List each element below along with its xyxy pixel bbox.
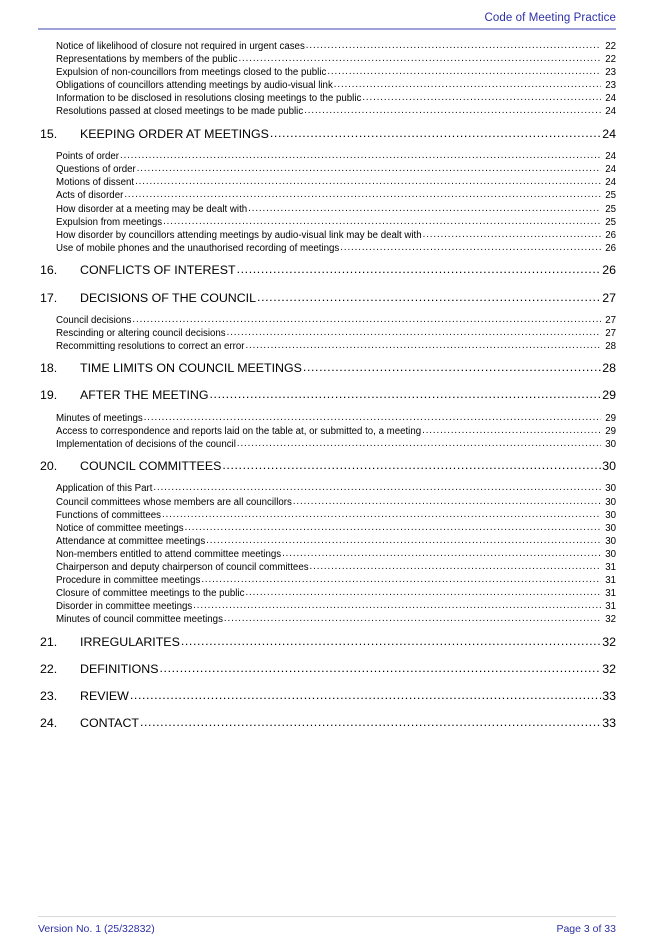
toc-entry-title: TIME LIMITS ON COUNCIL MEETINGS <box>80 361 302 376</box>
toc-entry-heading[interactable] <box>0 712 656 735</box>
toc-entry-title: COUNCIL COMMITTEES <box>80 459 222 474</box>
toc-entry-title: Expulsion from meetings <box>56 216 163 228</box>
dot-leader <box>248 202 601 215</box>
toc-entry-title: Non-members entitled to attend committee meetings <box>56 548 282 560</box>
toc-entry-heading[interactable] <box>0 685 656 708</box>
toc-entry-page-number: 33 <box>602 716 616 731</box>
toc-entry-heading[interactable] <box>0 384 656 407</box>
toc-entry-title: Closure of committee meetings to the public <box>56 588 245 600</box>
toc-entry-page-number: 24 <box>605 106 616 118</box>
toc-entry-page-number: 22 <box>605 54 616 66</box>
toc-entry-title: Access to correspondence and reports laid on the table at, or submitted to, a meeting <box>56 425 422 437</box>
toc-entry-number: 24. <box>40 716 58 731</box>
toc-entry-heading[interactable] <box>0 658 656 681</box>
toc-entry-page-number: 27 <box>605 314 616 326</box>
toc-entry-page-number: 28 <box>605 340 616 352</box>
toc-entry-page-number: 30 <box>605 548 616 560</box>
footer-row <box>38 922 616 936</box>
toc-entry-page-number: 30 <box>605 496 616 508</box>
toc-entry-title: KEEPING ORDER AT MEETINGS <box>80 127 269 142</box>
toc-entry-title: How disorder by councillors attending meetings by audio-visual link may be dealt with <box>56 229 422 241</box>
dot-leader <box>132 313 601 326</box>
toc-entry-title: Motions of dissent <box>56 177 135 189</box>
dot-leader <box>245 586 601 599</box>
toc-entry-title: REVIEW <box>80 689 129 704</box>
toc-entry-number: 23. <box>40 689 58 704</box>
toc-entry-title: Procedure in committee meetings <box>56 575 201 587</box>
toc-entry-title: Information to be disclosed in resolutions closing meetings to the public <box>56 93 362 105</box>
dot-leader <box>282 547 601 560</box>
dot-leader <box>304 104 601 117</box>
toc-entry-page-number: 23 <box>605 80 616 92</box>
dot-leader <box>227 326 601 339</box>
footer-page-label: Page 3 of 33 <box>556 923 616 935</box>
toc-entry-title: Minutes of council committee meetings <box>56 614 223 626</box>
table-of-contents <box>0 40 656 735</box>
toc-entry-page-number: 24 <box>605 177 616 189</box>
dot-leader <box>124 188 601 201</box>
toc-entry-number: 16. <box>40 263 58 278</box>
toc-entry-page-number: 30 <box>605 522 616 534</box>
toc-entry-title: Council decisions <box>56 314 132 326</box>
toc-entry-title: Questions of order <box>56 164 136 176</box>
toc-entry-page-number: 25 <box>605 216 616 228</box>
toc-entry-page-number: 30 <box>605 535 616 547</box>
toc-entry-page-number: 32 <box>605 614 616 626</box>
header-title: Code of Meeting Practice <box>484 12 616 24</box>
toc-entry-subitem[interactable] <box>0 340 656 353</box>
toc-entry-page-number: 31 <box>605 562 616 573</box>
dot-leader <box>130 684 601 707</box>
dot-leader <box>162 508 601 521</box>
toc-entry-page-number: 28 <box>602 361 616 376</box>
toc-entry-number: 21. <box>40 634 58 649</box>
toc-entry-page-number: 29 <box>605 425 616 437</box>
header-divider <box>38 28 616 30</box>
dot-leader <box>245 339 601 352</box>
footer-divider <box>38 916 616 917</box>
toc-entry-title: Attendance at committee meetings <box>56 535 206 547</box>
toc-entry-page-number: 30 <box>602 459 616 474</box>
toc-entry-page-number: 26 <box>602 263 616 278</box>
dot-leader <box>362 91 601 104</box>
dot-leader <box>210 383 601 406</box>
toc-entry-title: Rescinding or altering council decisions <box>56 327 226 339</box>
toc-entry-page-number: 31 <box>605 601 616 613</box>
toc-entry-page-number: 29 <box>605 412 616 424</box>
toc-entry-page-number: 27 <box>602 290 616 305</box>
toc-entry-title: Recommitting resolutions to correct an error <box>56 340 245 352</box>
toc-entry-number: 15. <box>40 127 58 142</box>
toc-entry-title: Representations by members of the public <box>56 54 238 66</box>
dot-leader <box>185 521 601 534</box>
toc-entry-title: CONTACT <box>80 716 139 731</box>
dot-leader <box>293 495 601 508</box>
dot-leader <box>140 711 601 734</box>
toc-entry-heading[interactable] <box>0 631 656 654</box>
dot-leader <box>206 534 601 547</box>
toc-entry-page-number: 22 <box>605 41 616 52</box>
page-footer <box>38 916 616 936</box>
toc-entry-title: DECISIONS OF THE COUNCIL <box>80 290 257 305</box>
toc-entry-title: Functions of committees <box>56 509 161 521</box>
toc-entry-page-number: 33 <box>602 689 616 704</box>
toc-entry-page-number: 27 <box>605 327 616 339</box>
dot-leader <box>135 175 601 188</box>
dot-leader <box>257 286 601 309</box>
toc-entry-title: Expulsion of non-councillors from meetings closed to the public <box>56 67 327 79</box>
dot-leader <box>222 454 601 477</box>
dot-leader <box>120 149 601 162</box>
dot-leader <box>153 481 601 494</box>
toc-entry-title: AFTER THE MEETING <box>80 388 209 403</box>
toc-entry-page-number: 26 <box>605 242 616 254</box>
toc-entry-page-number: 30 <box>605 509 616 521</box>
dot-leader <box>224 612 601 625</box>
toc-entry-number: 20. <box>40 459 58 474</box>
toc-entry-page-number: 24 <box>605 151 616 163</box>
toc-entry-title: Application of this Part <box>56 483 153 495</box>
toc-entry-page-number: 23 <box>605 67 616 79</box>
dot-leader <box>270 122 601 145</box>
toc-entry-title: Implementation of decisions of the council <box>56 438 236 450</box>
toc-entry-page-number: 25 <box>605 190 616 202</box>
toc-entry-page-number: 32 <box>602 634 616 649</box>
toc-entry-page-number: 32 <box>602 662 616 677</box>
toc-entry-heading[interactable] <box>0 259 656 282</box>
dot-leader <box>237 437 601 450</box>
dot-leader <box>327 65 601 78</box>
dot-leader <box>159 657 601 680</box>
toc-entry-subitem[interactable] <box>0 438 656 451</box>
toc-entry-title: Chairperson and deputy chairperson of council committees <box>56 562 309 573</box>
dot-leader <box>423 228 601 241</box>
toc-entry-title: Obligations of councillors attending meetings by audio-visual link <box>56 80 333 92</box>
toc-entry-title: Minutes of meetings <box>56 412 143 424</box>
toc-entry-number: 18. <box>40 361 58 376</box>
footer-version-label: Version No. 1 (25/32832) <box>38 923 155 935</box>
toc-entry-page-number: 24 <box>602 127 616 142</box>
dot-leader <box>310 560 601 573</box>
toc-entry-page-number: 31 <box>605 575 616 587</box>
toc-entry-title: Resolutions passed at closed meetings to be made public <box>56 106 304 118</box>
toc-entry-title: How disorder at a meeting may be dealt with <box>56 203 248 215</box>
dot-leader <box>144 411 601 424</box>
toc-entry-title: Use of mobile phones and the unauthorised recording of meetings <box>56 242 340 254</box>
toc-entry-title: Disorder in committee meetings <box>56 601 193 613</box>
dot-leader <box>306 39 601 52</box>
toc-entry-title: CONFLICTS OF INTEREST <box>80 263 236 278</box>
toc-entry-page-number: 24 <box>605 164 616 176</box>
page-header <box>38 10 616 34</box>
toc-entry-page-number: 30 <box>605 438 616 450</box>
toc-entry-heading[interactable] <box>0 357 656 380</box>
toc-entry-title: DEFINITIONS <box>80 662 159 677</box>
dot-leader <box>238 52 601 65</box>
toc-entry-subitem[interactable] <box>0 242 656 255</box>
dot-leader <box>334 78 601 91</box>
dot-leader <box>340 241 601 254</box>
toc-entry-page-number: 24 <box>605 93 616 105</box>
toc-entry-title: Notice of committee meetings <box>56 522 184 534</box>
toc-entry-heading[interactable] <box>0 455 656 478</box>
toc-entry-page-number: 30 <box>605 483 616 495</box>
dot-leader <box>181 630 601 653</box>
dot-leader <box>137 162 601 175</box>
toc-entry-number: 17. <box>40 290 58 305</box>
toc-entry-title: IRREGULARITES <box>80 634 180 649</box>
dot-leader <box>193 599 601 612</box>
toc-entry-page-number: 29 <box>602 388 616 403</box>
toc-entry-title: Council committees whose members are all councillors <box>56 496 292 508</box>
dot-leader <box>422 424 601 437</box>
toc-entry-page-number: 31 <box>605 588 616 600</box>
toc-entry-subitem[interactable] <box>0 105 656 118</box>
toc-entry-page-number: 26 <box>605 229 616 241</box>
toc-entry-heading[interactable] <box>0 123 656 146</box>
dot-leader <box>237 258 601 281</box>
toc-entry-title: Points of order <box>56 151 120 163</box>
toc-entry-title: Acts of disorder <box>56 190 124 202</box>
toc-entry-number: 19. <box>40 388 58 403</box>
toc-entry-number: 22. <box>40 662 58 677</box>
toc-entry-subitem[interactable] <box>0 613 656 626</box>
dot-leader <box>201 573 601 586</box>
dot-leader <box>303 356 601 379</box>
toc-entry-page-number: 25 <box>605 203 616 215</box>
toc-entry-title: Notice of likelihood of closure not required in urgent cases <box>56 41 305 52</box>
dot-leader <box>163 215 601 228</box>
toc-entry-heading[interactable] <box>0 287 656 310</box>
